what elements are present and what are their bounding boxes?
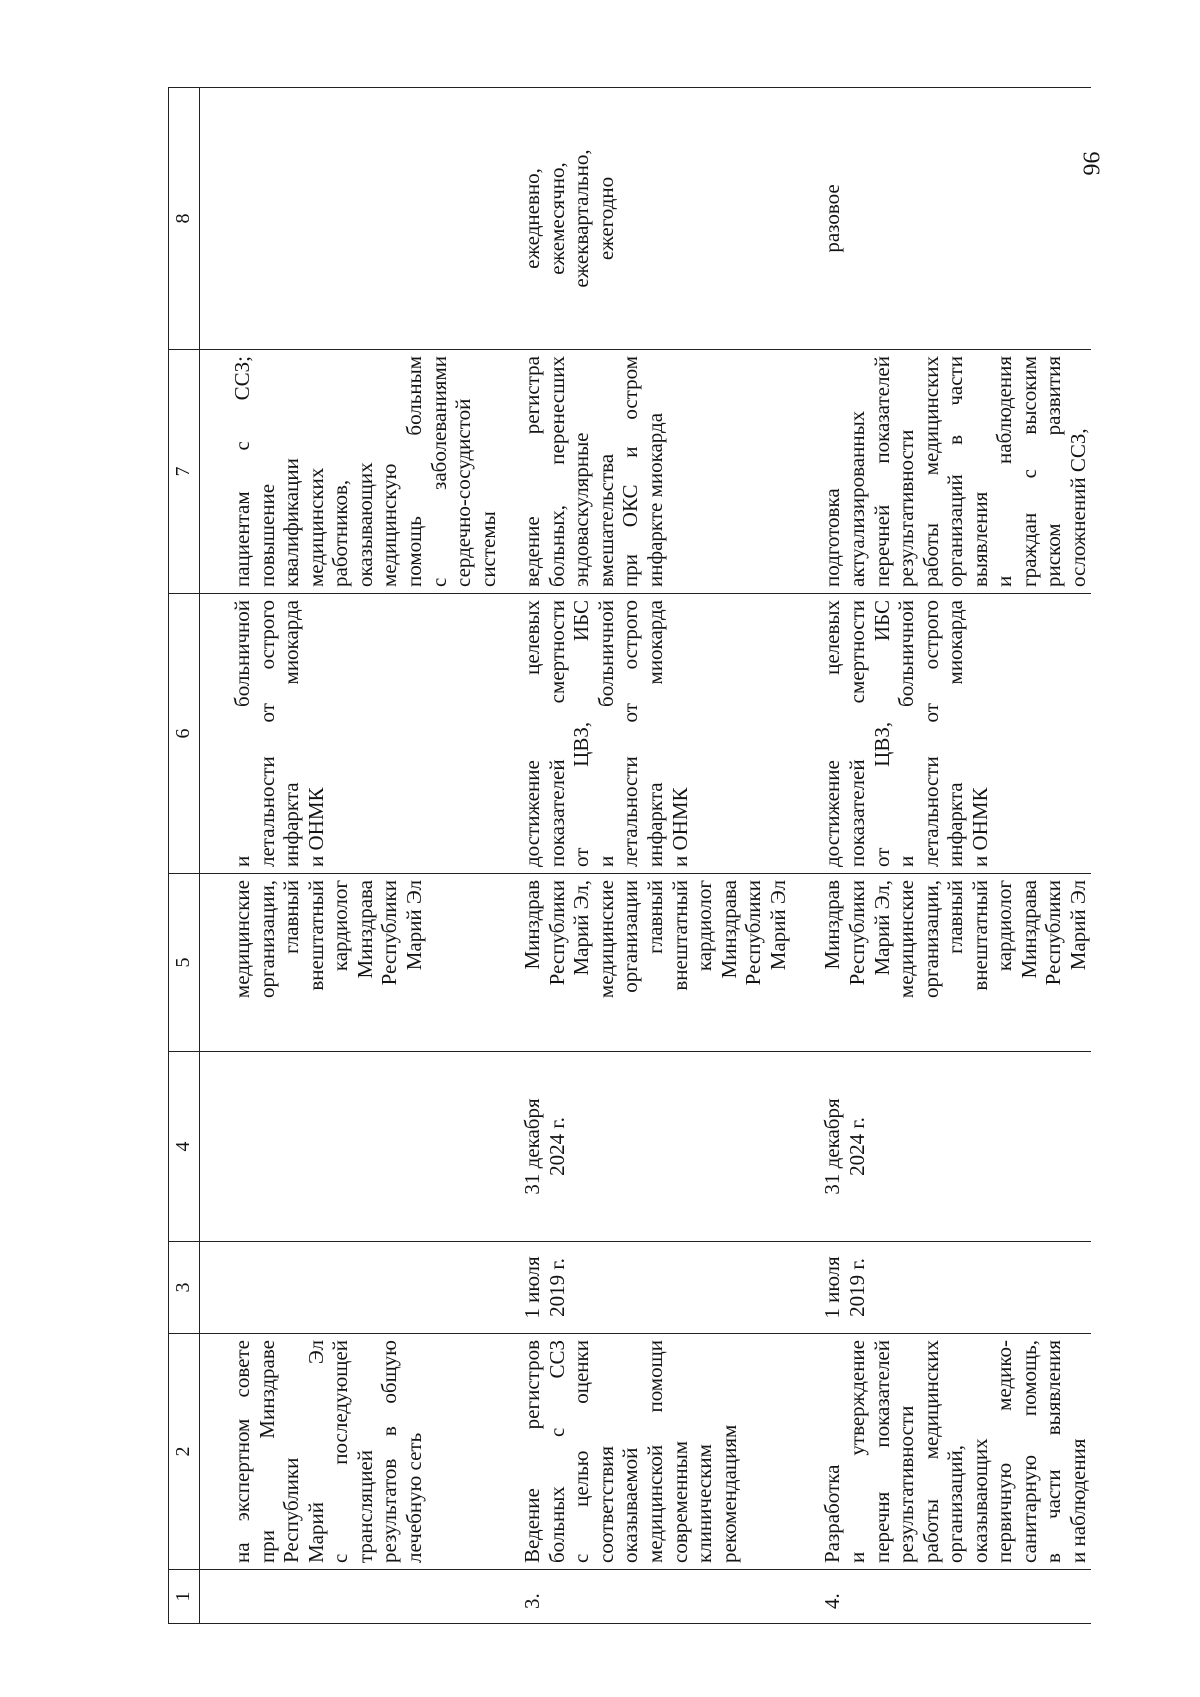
cell-line: оказываемой [618, 1447, 643, 1563]
cell-line: Республики [1041, 880, 1066, 986]
cell-line: в части выявления [1041, 1340, 1066, 1563]
cell-line: Марий Эл [765, 880, 790, 971]
cell-line: медицинские [894, 880, 919, 999]
cell-line: медицинские [230, 880, 254, 999]
measure-name-cell [500, 1334, 790, 1570]
header-col-2: 2 [169, 1334, 200, 1570]
cell-line: Минздрав [820, 880, 845, 970]
cell-line: Республики [279, 1457, 304, 1563]
row-number-cell [200, 1570, 501, 1624]
expected-result-cell [500, 594, 790, 874]
cell-line: Минздрава [716, 880, 741, 979]
header-col-4: 4 [169, 1052, 200, 1242]
measure-name-cell [200, 1334, 501, 1570]
cell-line: работы медицинских [918, 356, 943, 587]
cell-line: соответствия [593, 1445, 618, 1563]
cell-line: и больничной [894, 600, 919, 867]
end-date-cell [500, 1052, 790, 1242]
cell-line: риском развития [1041, 356, 1066, 587]
cell-line: кардиолог [692, 880, 717, 972]
cell-line: санитарную помощь, [1016, 1340, 1041, 1563]
cell-line: рекомендациям [716, 1424, 741, 1563]
control-indicator-cell [500, 350, 790, 594]
cell-line: Минздрав [520, 880, 545, 970]
cell-line: первичную медико- [992, 1340, 1017, 1563]
responsible-executor-cell [200, 874, 501, 1052]
table-row [200, 88, 501, 1624]
table-row [790, 88, 1090, 1624]
expected-result-cell [790, 594, 1090, 874]
cell-line: ежедневно, [520, 168, 545, 269]
cell-line: 2024 г. [844, 1117, 869, 1176]
cell-line: повышение [254, 483, 279, 587]
cell-line: и наблюдения [1066, 1438, 1090, 1563]
cell-line: 2024 г. [544, 1117, 569, 1176]
header-col-5: 5 [169, 874, 200, 1052]
cell-line: и утверждение [844, 1340, 869, 1563]
frequency-cell [500, 88, 790, 350]
cell-line: медицинскую [377, 463, 402, 587]
header-col-1: 1 [169, 1570, 200, 1624]
cell-line: квалификации [279, 458, 304, 587]
cell-line: современным [667, 1440, 692, 1563]
cell-line: помощь больным [401, 356, 426, 587]
cell-line: показателей смертности [544, 600, 569, 867]
responsible-executor-cell [500, 874, 790, 1052]
cell-line: актуализированных [844, 410, 869, 587]
cell-line: организации [618, 880, 643, 993]
cell-line: ведение регистра [520, 356, 545, 587]
cell-line: Минздрава [1016, 880, 1041, 979]
cell-line: пациентам с ССЗ; [230, 356, 254, 587]
cell-line: организации, [918, 880, 943, 998]
cell-line: 1 июля [820, 1256, 845, 1319]
cell-line: достижение целевых [520, 600, 545, 867]
table-row [500, 88, 790, 1624]
cell-line: Марий Эл [401, 880, 426, 971]
cell-line: с заболеваниями [426, 356, 451, 587]
cell-line: результативности [894, 429, 919, 587]
cell-line: и больничной [230, 600, 254, 867]
rotated-page-content [168, 88, 1168, 1624]
cell-line: и ОНМК [667, 787, 692, 867]
cell-line: от ЦВЗ, ИБС [869, 600, 894, 867]
frequency-cell [200, 88, 501, 350]
cell-line: Марий Эл, [869, 880, 894, 976]
cell-line: показателей смертности [844, 600, 869, 867]
row-number-cell: 3. [500, 1570, 790, 1624]
cell-line: Марий Эл [1066, 880, 1090, 971]
cell-line: Республики [844, 880, 869, 986]
frequency-cell [790, 88, 1090, 350]
cell-line: медицинские [593, 880, 618, 999]
cell-line: кардиолог [328, 880, 353, 972]
cell-line: 2019 г. [544, 1258, 569, 1317]
cell-line: Республики [741, 880, 766, 986]
cell-line: работников, [328, 479, 353, 587]
header-col-3: 3 [169, 1242, 200, 1334]
cell-line: Минздрава [352, 880, 377, 979]
control-indicator-cell [790, 350, 1090, 594]
cell-line: перечней показателей [869, 356, 894, 587]
cell-line: инфаркта миокарда [279, 600, 304, 867]
cell-line: от ЦВЗ, ИБС [569, 600, 594, 867]
cell-line: выявления [967, 491, 992, 587]
cell-line: главный [943, 880, 968, 954]
cell-line: летальности от острого [918, 600, 943, 867]
cell-line: 2019 г. [844, 1258, 869, 1317]
cell-line: результатов в общую [377, 1340, 402, 1563]
row-number-cell: 4. [790, 1570, 1090, 1624]
cell-line: внештатный [667, 880, 692, 991]
cell-line: при ОКС и остром [618, 356, 643, 587]
cell-line: инфаркта миокарда [943, 600, 968, 867]
cell-line: сердечно-сосудистой [451, 398, 476, 587]
start-date-cell [790, 1242, 1090, 1334]
cell-line: трансляцией [352, 1450, 377, 1563]
cell-line: главный [643, 880, 667, 954]
cell-line: и больничной [593, 600, 618, 867]
cell-line: на экспертном совете [230, 1340, 254, 1563]
cell-line: лечебную сеть [401, 1432, 426, 1563]
cell-line: инфаркте миокарда [643, 412, 667, 587]
start-date-cell [200, 1242, 501, 1334]
cell-line: 1 июля [520, 1256, 545, 1319]
column-number-header-row [169, 88, 200, 1624]
cell-line: Ведение регистров [520, 1340, 545, 1563]
cell-line: эндоваскулярные [569, 432, 594, 587]
cell-line: с последующей [328, 1340, 353, 1563]
cell-line: граждан с высоким [1016, 356, 1041, 587]
cell-line: подготовка [820, 488, 845, 587]
control-indicator-cell [200, 350, 501, 594]
cell-line: оказывающих [352, 462, 377, 587]
header-col-8: 8 [169, 88, 200, 350]
cell-line: системы [475, 511, 500, 587]
cell-line: клиническим [692, 1444, 717, 1563]
cell-line: медицинских [303, 467, 328, 587]
expected-result-cell [200, 594, 501, 874]
cell-line: организации, [254, 880, 279, 998]
cell-line: внештатный [967, 880, 992, 991]
cell-line: медицинской помощи [643, 1340, 667, 1563]
cell-line: инфаркта миокарда [643, 600, 667, 867]
cell-line: 31 декабря [520, 1098, 545, 1195]
cell-line: при Минздраве [254, 1340, 279, 1563]
cell-line: результативности [894, 1405, 919, 1563]
responsible-executor-cell [790, 874, 1090, 1052]
cell-line: организаций, [943, 1445, 968, 1563]
cell-line: организаций в части [943, 356, 968, 587]
cell-line: Марий Эл, [569, 880, 594, 976]
cell-line: больных, перенесших [544, 356, 569, 587]
measures-table [168, 87, 1091, 1624]
cell-line: главный [279, 880, 304, 954]
cell-line: Республики [544, 880, 569, 986]
cell-line: оказывающих [967, 1438, 992, 1563]
cell-line: кардиолог [992, 880, 1017, 972]
cell-line: перечня показателей [869, 1340, 894, 1563]
cell-line: и ОНМК [303, 787, 328, 867]
measure-name-cell [790, 1334, 1090, 1570]
end-date-cell [790, 1052, 1090, 1242]
header-col-6: 6 [169, 594, 200, 874]
cell-line: 31 декабря [820, 1098, 845, 1195]
cell-line: работы медицинских [918, 1340, 943, 1563]
cell-line: внештатный [303, 880, 328, 991]
cell-line: вмешательства [593, 453, 618, 587]
cell-line: осложнений ССЗ, [1066, 428, 1090, 587]
table-body [200, 88, 1091, 1624]
cell-line: летальности от острого [618, 600, 643, 867]
cell-line: с целью оценки [569, 1340, 594, 1563]
cell-line: больных с ССЗ [544, 1340, 569, 1563]
cell-line: и наблюдения [992, 356, 1017, 587]
cell-line: ежемесячно, [544, 162, 569, 275]
cell-line: ежегодно [593, 176, 618, 261]
cell-line: разовое [820, 184, 845, 253]
header-col-7: 7 [169, 350, 200, 594]
cell-line: достижение целевых [820, 600, 845, 867]
page-number: 96 [1077, 151, 1104, 176]
cell-line: ежеквартально, [569, 149, 594, 288]
start-date-cell [500, 1242, 790, 1334]
cell-line: Разработка [820, 1464, 845, 1563]
cell-line: летальности от острого [254, 600, 279, 867]
cell-line: Марий Эл [303, 1340, 328, 1563]
end-date-cell [200, 1052, 501, 1242]
cell-line: и ОНМК [967, 787, 992, 867]
cell-line: Республики [377, 880, 402, 986]
